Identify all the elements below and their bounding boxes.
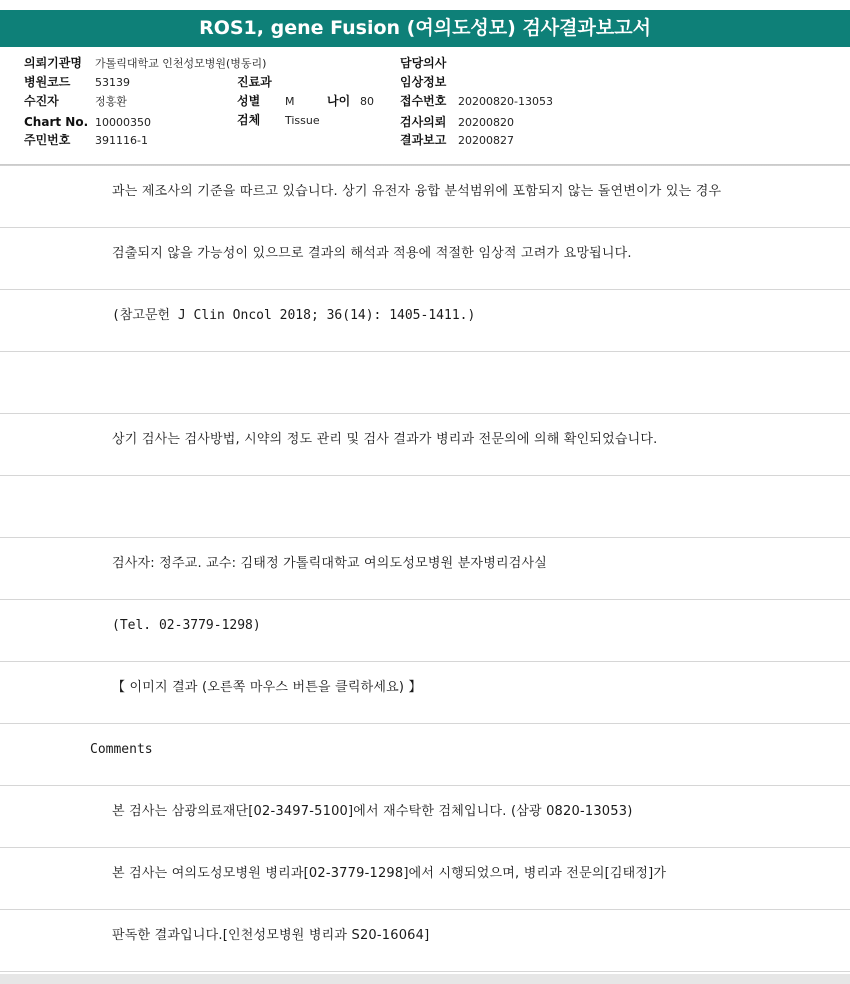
result-row	[0, 414, 850, 476]
image-result-link[interactable]: 【 이미지 결과 (오른쪽 마우스 버튼을 클릭하세요) 】	[112, 680, 422, 695]
label-receipt-number: 접수번호	[400, 94, 447, 108]
value-hospital-code: 53139	[95, 76, 130, 89]
bottom-scroll-area[interactable]	[0, 974, 850, 984]
result-row	[0, 910, 850, 972]
value-sex: M	[285, 95, 295, 108]
result-line-3: (참고문헌 J Clin Oncol 2018; 36(14): 1405-1411.)	[112, 308, 476, 323]
value-patient-name: 정홍환	[95, 95, 127, 108]
label-age: 나이	[327, 94, 351, 108]
result-line-2: 검출되지 않을 가능성이 있으므로 결과의 해석과 적용에 적절한 임상적 고려가 요망됩니다.	[112, 246, 632, 261]
value-resident-number: 391116-1	[95, 134, 148, 147]
result-row	[0, 290, 850, 352]
result-row	[0, 848, 850, 910]
result-row	[0, 166, 850, 228]
result-row	[0, 724, 850, 786]
value-requesting-institution: 가톨릭대학교 인천성모병원(병동리)	[95, 57, 267, 70]
label-attending-doctor: 담당의사	[400, 56, 447, 70]
result-line-5: 상기 검사는 검사방법, 시약의 정도 관리 및 검사 결과가 병리과 전문의에 의해 확인되었습니다.	[112, 432, 658, 447]
result-row	[0, 786, 850, 848]
label-patient-name: 수진자	[24, 94, 59, 108]
value-result-report-date: 20200827	[458, 134, 514, 147]
label-result-report-date: 결과보고	[400, 133, 447, 147]
label-test-request-date: 검사의뢰	[400, 115, 447, 129]
value-test-request-date: 20200820	[458, 116, 514, 129]
result-row	[0, 600, 850, 662]
label-resident-number: 주민번호	[24, 133, 71, 147]
label-sex: 성별	[237, 94, 261, 108]
result-line-8: (Tel. 02-3779-1298)	[112, 618, 261, 633]
label-hospital-code: 병원코드	[24, 75, 71, 89]
label-specimen: 검체	[237, 113, 261, 127]
result-line-12: 본 검사는 여의도성모병원 병리과[02-3779-1298]에서 시행되었으며, 병리과 전문의[김태정]가	[112, 866, 667, 881]
result-line-7: 검사자: 정주교. 교수: 김태정 가톨릭대학교 여의도성모병원 분자병리검사실	[112, 556, 547, 571]
value-chart-no: 10000350	[95, 116, 151, 129]
report-title: ROS1, gene Fusion (여의도성모) 검사결과보고서	[0, 10, 850, 47]
value-receipt-number: 20200820-13053	[458, 95, 553, 108]
result-row-empty	[0, 476, 850, 538]
value-age: 80	[360, 95, 374, 108]
result-row	[0, 538, 850, 600]
comments-heading: Comments	[90, 742, 153, 757]
label-requesting-institution: 의뢰기관명	[24, 56, 82, 70]
label-clinical-info: 임상정보	[400, 75, 447, 89]
result-line-13: 판독한 결과입니다.[인천성모병원 병리과 S20-16064]	[112, 928, 430, 943]
value-specimen: Tissue	[285, 114, 320, 127]
image-result-row[interactable]	[0, 662, 850, 724]
result-row-empty	[0, 352, 850, 414]
result-line-11: 본 검사는 삼광의료재단[02-3497-5100]에서 재수탁한 검체입니다. (삼광 0820-13053)	[112, 804, 633, 819]
patient-info-panel	[0, 52, 850, 164]
label-chart-no: Chart No.	[24, 115, 89, 129]
label-department: 진료과	[237, 75, 272, 89]
result-row	[0, 228, 850, 290]
result-line-1: 과는 제조사의 기준을 따르고 있습니다. 상기 유전자 융합 분석범위에 포함되지 않는 돌연변이가 있는 경우	[112, 184, 722, 199]
